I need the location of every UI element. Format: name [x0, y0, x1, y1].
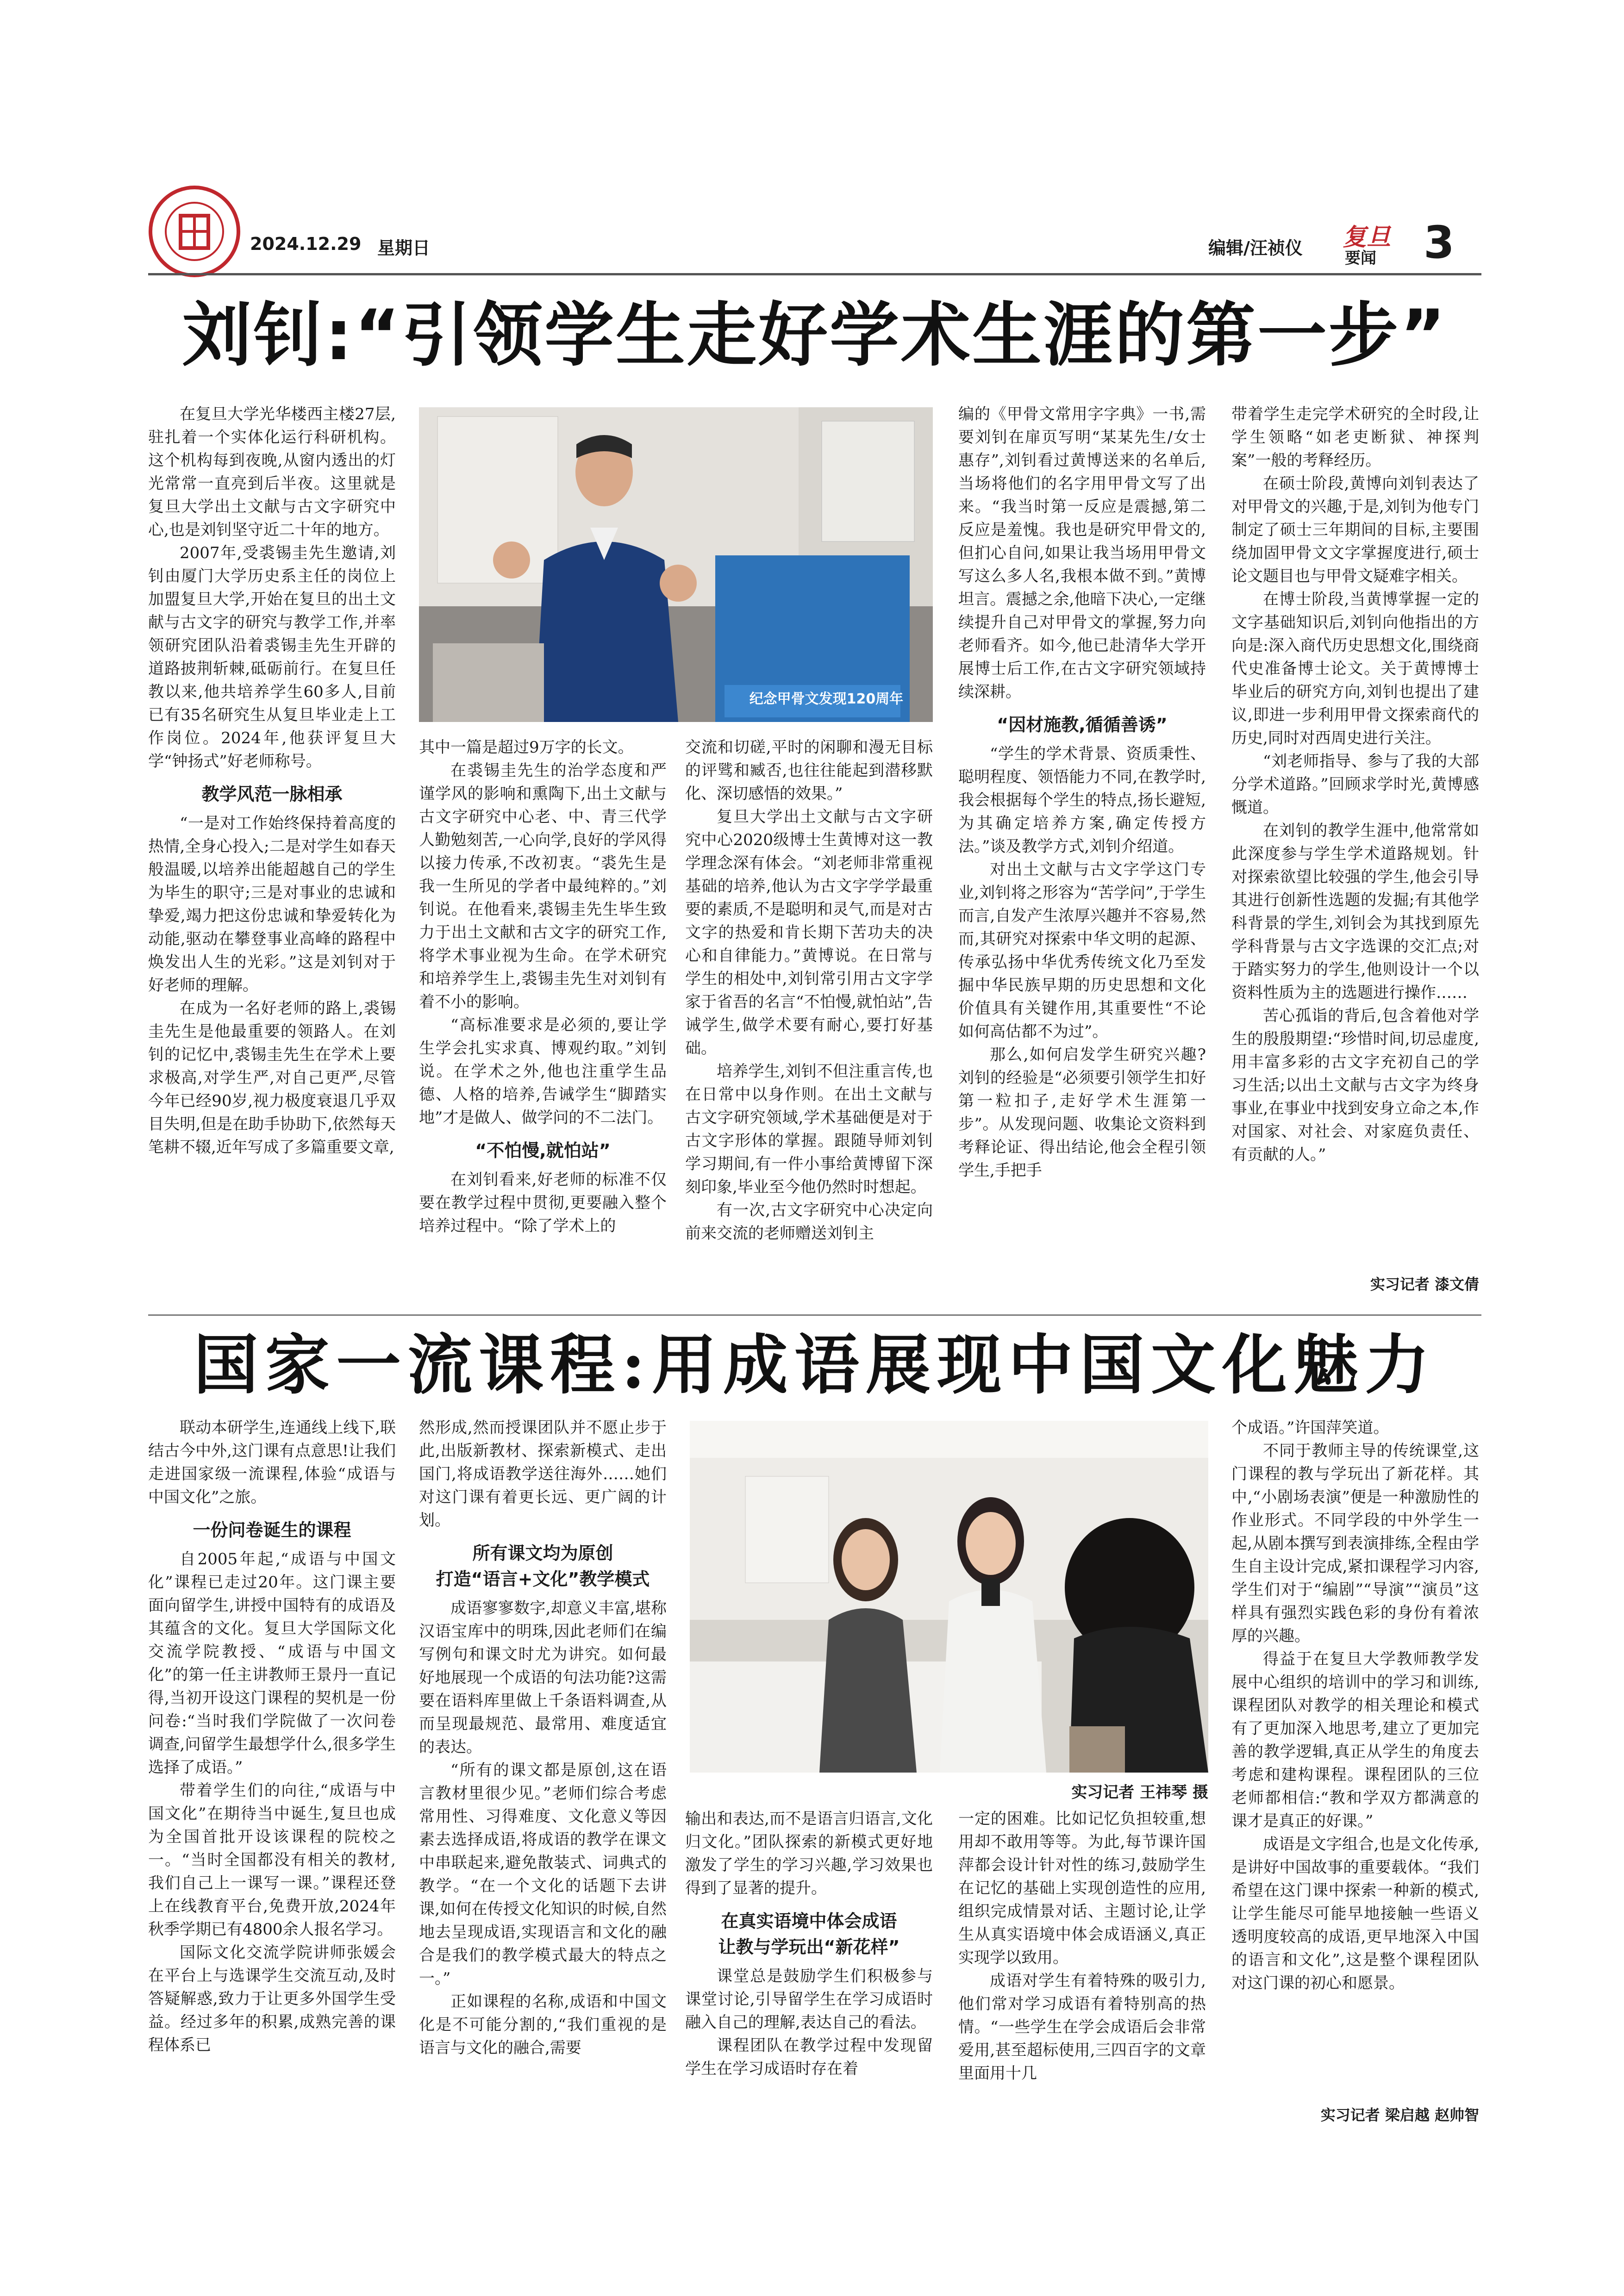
paragraph: 成语对学生有着特殊的吸引力,他们常对学习成语有着特别高的热情。“一些学生在学会成语后会非常爱用,甚至超标使用,三四百字的文章里面用十几 [958, 1972, 1206, 2083]
paragraph: 得益于在复旦大学教师教学发展中心组织的培训中的学习和训练,课程团队对教学的相关理论和模式有了更加深入地思考,建立了更加完善的教学逻辑,真正从学生的角度去考虑和建构课程。课程团队的三位老师都相信:“教和学双方都满意的课才是真正的好课。” [1231, 1650, 1479, 1830]
paragraph: 其中一篇是超过9万字的长文。 [419, 738, 634, 757]
article2-column-4 [958, 1807, 1206, 2122]
subheading: 一份问卷诞生的课程 [193, 1520, 351, 1540]
article2-byline: 实习记者 梁启越 赵帅智 [1320, 2106, 1479, 2124]
article1-title: 刘钊:“引领学生走好学术生涯的第一步” [182, 295, 1448, 376]
paragraph: 在裘锡圭先生的治学态度和严谨学风的影响和熏陶下,出土文献与古文字研究中心老、中、青三代学人勤勉刻苦,一心向学,良好的学风得以接力传承,不改初衷。“裘先生是我一生所见的学者中最纯粹的。”刘钊说。在他看来,裘锡圭先生毕生致力于出土文献和古文字的研究工作,将学术事业视为生命。在学术研究和培养学生上,裘锡圭先生对刘钊有着不小的影响。 [419, 761, 667, 1011]
paragraph: 在硕士阶段,黄博向刘钊表达了对甲骨文的兴趣,于是,刘钊为他专门制定了硕士三年期间的目标,主要围绕加固甲骨文文字掌握度进行,硕士论文题目也与甲骨文疑难字相关。 [1231, 474, 1479, 585]
paragraph: 国际文化交流学院讲师张媛会在平台上与选课学生交流互动,及时答疑解惑,致力于让更多外国学生受益。经过多年的积累,成熟完善的课程体系已 [148, 1943, 396, 2054]
article2-column-3 [685, 1807, 933, 2122]
photo-credit: 实习记者 王祎琴 摄 [1071, 1783, 1208, 1802]
article1-column-3 [685, 736, 933, 1310]
subheading: 教学风范一脉相承 [201, 784, 343, 804]
header-rule [148, 273, 1481, 275]
page-number: 3 [1424, 217, 1455, 268]
paragraph: 苦心孤诣的背后,包含着他对学生的殷殷期望:“珍惜时间,切忌虚度,用丰富多彩的古文字充初自己的学习生活;以出土文献与古文字为终身事业,在事业中找到安身立命之本,作对国家、对社会、对家庭负责任、有贡献的人。” [1231, 1007, 1479, 1164]
article1-column-4 [958, 403, 1206, 1310]
article2-column-5 [1231, 1416, 1479, 2097]
paragraph: 有一次,古文字研究中心决定向前来交流的老师赠送刘钊主 [685, 1201, 933, 1243]
article2-column-1 [148, 1416, 396, 2120]
paragraph: 在刘钊的教学生涯中,他常常如此深度参与学生学术道路规划。针对探索欲望比较强的学生,他会引导其进行创新性选题的发掘;有其他学科背景的学生,刘钊会为其找到原先学科背景与古文字选课的交汇点;对于踏实努力的学生,他则设计一个以资料性质为主的选题进行操作…… [1231, 821, 1479, 1002]
paragraph: 输出和表达,而不是语言归语言,文化归文化。”团队探索的新模式更好地激发了学生的学习兴趣,学习效果也得到了显著的提升。 [685, 1810, 933, 1898]
paragraph: “学生的学术背景、资质秉性、聪明程度、领悟能力不同,在教学时,我会根据每个学生的特点,扬长避短,为其确定培养方案,确定传授方法。”谈及教学方式,刘钊介绍道。 [958, 745, 1206, 856]
photo-screen-text: 纪念甲骨文发现120周年 [749, 691, 904, 707]
subheading: “因材施教,循循善诱” [997, 715, 1168, 735]
paragraph: 课程团队在教学过程中发现留学生在学习成语时存在着 [685, 2036, 933, 2078]
paragraph: 在成为一名好老师的路上,裘锡圭先生是他最重要的领路人。在刘钊的记忆中,裘锡圭先生在学术上要求极高,对学生严,对自己更严,尽管今年已经90岁,视力极度衰退几乎双目失明,但是在助手协助下,依然每天笔耕不辍,近年写成了多篇重要文章, [148, 999, 396, 1157]
paragraph: 一定的困难。比如记忆负担较重,想用却不敢用等等。为此,每节课许国萍都会设计针对性的练习,鼓励学生在记忆的基础上实现创造性的应用,组织完成情景对话、主题讨论,让学生从真实语境中体会成语涵义,真正实现学以致用。 [958, 1810, 1206, 1967]
subheading-line: 在真实语境中体会成语 [721, 1911, 897, 1931]
paragraph: 交流和切磋,平时的闲聊和漫无目标的评骘和臧否,也往往能起到潜移默化、深切感悟的效果。” [685, 738, 933, 803]
paragraph: 培养学生,刘钊不但注重言传,也在日常中以身作则。在出土文献与古文字研究领域,学术基础便是对于古文字形体的掌握。跟随导师刘钊学习期间,有一件小事给黄博留下深刻印象,毕业至今他仍然时时想起。 [685, 1062, 933, 1196]
article1-column-2 [419, 736, 667, 1310]
classroom-photo [690, 1421, 1208, 1773]
paragraph: 带着学生们的向往,“成语与中国文化”在期待当中诞生,复旦也成为全国首批开设该课程的院校之一。“当时全国都没有相关的教材,我们自己上一课写一课。”课程还登上在线教育平台,免费开放,2024年秋季学期已有4800余人报名学习。 [148, 1781, 396, 1939]
paragraph: 那么,如何启发学生研究兴趣?刘钊的经验是“必须要引领学生扣好第一粒扣子,走好学术生涯第一步”。从发现问题、收集论文资料到考释论证、得出结论,他会全程引领学生,手把手 [958, 1045, 1206, 1180]
paragraph: “高标准要求是必须的,要让学生学会扎实求真、博观约取。”刘钊说。在学术之外,他也注重学生品德、人格的培养,告诫学生“脚踏实地”才是做人、做学问的不二法门。 [419, 1016, 667, 1127]
subheading: “不怕慢,就怕站” [475, 1140, 611, 1161]
article1-byline: 实习记者 漆文倩 [1370, 1276, 1479, 1293]
paragraph: 带着学生走完学术研究的全时段,让学生领略“如老吏断狱、神探判案”一般的考释经历。 [1231, 405, 1479, 470]
subheading-line: 所有课文均为原创 [472, 1543, 613, 1563]
article2-title: 国家一流课程:用成语展现中国文化魅力 [194, 1327, 1436, 1403]
paragraph: 在刘钊看来,好老师的标准不仅要在教学过程中贯彻,更要融入整个培养过程中。“除了学术上的 [419, 1170, 667, 1235]
paragraph: “所有的课文都是原创,这在语言教材里很少见。”老师们综合考虑常用性、习得难度、文化意义等因素去选择成语,将成语的教学在课文中串联起来,避免散装式、词典式的教学。“在一个文化的话题下去讲课,如何在传授文化知识的时候,自然地去呈现成语,实现语言和文化的融合是我们的教学模式最大的特点之一。” [419, 1761, 667, 1988]
subheading-line: 让教与学玩出“新花样” [718, 1937, 900, 1957]
paragraph: 成语寥寥数字,却意义丰富,堪称汉语宝库中的明珠,因此老师们在编写例句和课文时尤为讲究。如何最好地展现一个成语的句法功能?这需要在语料库里做上千条语料调查,从而呈现最规范、最常用、难度适宜的表达。 [419, 1599, 667, 1756]
paragraph: “刘老师指导、参与了我的大部分学术道路。”回顾求学时光,黄博感慨道。 [1231, 752, 1479, 817]
paragraph: 正如课程的名称,成语和中国文化是不可能分割的,“我们重视的是语言与文化的融合,需要 [419, 1992, 667, 2057]
issue-weekday: 星期日 [377, 238, 431, 258]
paragraph: 联动本研学生,连通线上线下,联结古今中外,这门课有点意思!让我们走进国家级一流课程,体验“成语与中国文化”之旅。 [148, 1419, 396, 1506]
section-name: 要闻 [1345, 249, 1376, 268]
university-seal-logo [148, 185, 241, 278]
subheading [419, 1540, 667, 1592]
page-editor: 编辑/汪祯仪 [1208, 238, 1303, 258]
paragraph: 成语是文字组合,也是文化传承,是讲好中国故事的重要载体。“我们希望在这门课中探索一种新的模式,让学生能尽可能早地接触一些语义透明度较高的成语,更早地深入中国的语言和文化”,这是整个课程团队对这门课的初心和愿景。 [1231, 1835, 1479, 1992]
paragraph: 然形成,然而授课团队并不愿止步于此,出版新教材、探索新模式、走出国门,将成语教学送往海外……她们对这门课有着更长远、更广阔的计划。 [419, 1419, 667, 1530]
article1-column-5 [1231, 403, 1479, 1310]
article1-column-1 [148, 403, 396, 1310]
paragraph: 自2005年起,“成语与中国文化”课程已走过20年。这门课主要面向留学生,讲授中国特有的成语及其蕴含的文化。复旦大学国际文化交流学院教授、“成语与中国文化”的第一任主讲教师王景丹一直记得,当初开设这门课程的契机是一份问卷:“当时我们学院做了一次问卷调查,问留学生最想学什么,很多学生选择了成语。” [148, 1550, 396, 1777]
liu-zhao-speaking-photo [419, 407, 933, 722]
paragraph: 课堂总是鼓励学生们积极参与课堂讨论,引导留学生在学习成语时融入自己的理解,表达自己的看法。 [685, 1967, 933, 2032]
article2-column-2 [419, 1416, 667, 2120]
paragraph: 不同于教师主导的传统课堂,这门课程的教与学玩出了新花样。其中,“小剧场表演”便是一种激励性的作业形式。不同学段的中外学生一起,从剧本撰写到表演排练,全程由学生自主设计完成,紧扣课程学习内容,学生们对于“编剧”“导演”“演员”这样具有强烈实践色彩的身份有着浓厚的兴趣。 [1231, 1442, 1479, 1645]
paragraph: 复旦大学出土文献与古文字研究中心2020级博士生黄博对这一教学理念深有体会。“刘老师非常重视基础的培养,他认为古文字学学最重要的素质,不是聪明和灵气,而是对古文字的热爱和肯长期下苦功夫的决心和自律能力。”黄博说。在日常与学生的相处中,刘钊常引用古文字学家于省吾的名言“不怕慢,就怕站”,告诫学生,做学术要有耐心,要打好基础。 [685, 808, 933, 1058]
subheading [685, 1908, 933, 1960]
issue-date: 2024.12.29 [250, 234, 362, 254]
paragraph: “一是对工作始终保持着高度的热情,全身心投入;二是对学生如春天般温暖,以培养出能超越自己的学生为毕生的职守;三是对事业的忠诚和挚爱,竭力把这份忠诚和挚爱转化为动能,驱动在攀登事业高峰的路程中焕发出人生的光彩。”这是刘钊对于好老师的理解。 [148, 814, 396, 995]
paragraph: 在复旦大学光华楼西主楼27层,驻扎着一个实体化运行科研机构。这个机构每到夜晚,从窗内透出的灯光常常一直亮到后半夜。这里就是复旦大学出土文献与古文字研究中心,也是刘钊坚守近二十年的地方。 [148, 405, 396, 539]
paragraph: 2007年,受裘锡圭先生邀请,刘钊由厦门大学历史系主任的岗位上加盟复旦大学,开始在复旦的出土文献与古文字的研究与教学工作,并率领研究团队沿着裘锡圭先生开辟的道路披荆斩棘,砥砺前行。在复旦任教以来,他共培养学生60多人,目前已有35名研究生从复旦毕业走上工作岗位。2024年,他获评复旦大学“钟扬式”好老师称号。 [148, 544, 396, 771]
paragraph: 在博士阶段,当黄博掌握一定的文字基础知识后,刘钊向他指出的方向是:深入商代历史思想文化,围绕商代史准备博士论文。关于黄博博士毕业后的研究方向,刘钊也提出了建议,即进一步利用甲骨文探索商代的历史,同时对西周史进行关注。 [1231, 590, 1479, 747]
paragraph: 个成语。”许国萍笑道。 [1231, 1419, 1389, 1437]
subheading-line: 打造“语言+文化”教学模式 [436, 1569, 650, 1589]
paragraph: 对出土文献与古文字学这门专业,刘钊将之形容为“苦学问”,于学生而言,自发产生浓厚兴趣并不容易,然而,其研究对探索中华文明的起源、传承弘扬中华优秀传统文化乃至发掘中华民族早期的历史思想和文化价值具有关键作用,其重要性“不论如何高估都不为过”。 [958, 860, 1206, 1041]
brand-mark: 复旦 [1343, 223, 1391, 251]
paragraph: 编的《甲骨文常用字字典》一书,需要刘钊在扉页写明“某某先生/女士惠存”,刘钊看过黄博送来的名单后,当场将他们的名字用甲骨文写了出来。“我当时第一反应是震撼,第二反应是羞愧。我也是研究甲骨文的,但扪心自问,如果让我当场用甲骨文写这么多人名,我根本做不到。”黄博坦言。震撼之余,他暗下决心,一定继续提升自己对甲骨文的掌握,努力向老师看齐。如今,他已赴清华大学开展博士后工作,在古文字研究领域持续深耕。 [958, 405, 1206, 701]
article-divider [148, 1314, 1481, 1316]
